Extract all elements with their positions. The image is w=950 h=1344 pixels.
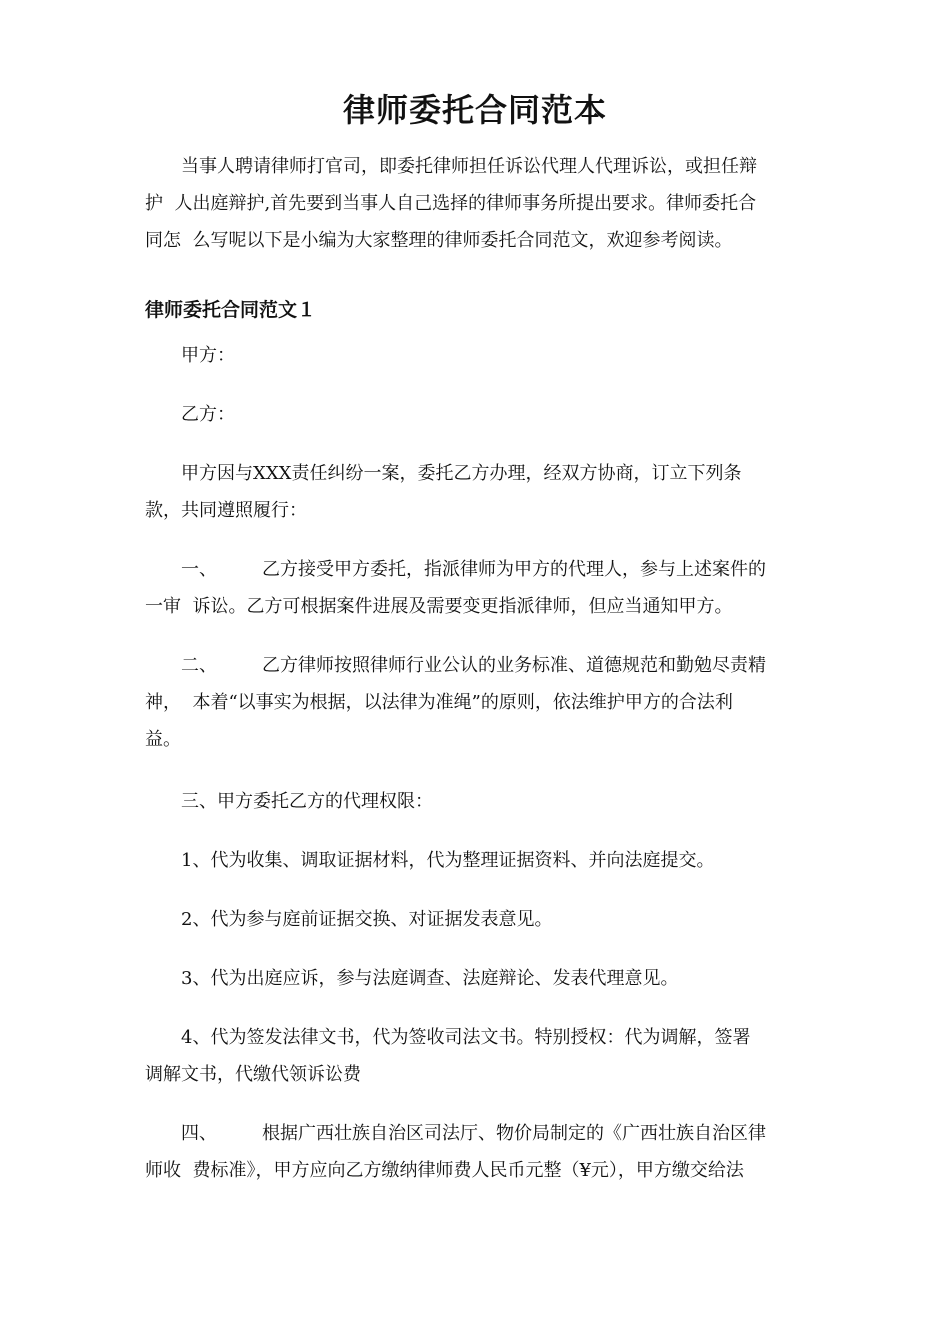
intro-line: 同怎 么写呢以下是小编为大家整理的律师委托合同范文，欢迎参考阅读。	[145, 230, 733, 251]
party-a-label: 甲方：	[145, 345, 235, 366]
clause-line: 一审 诉讼。乙方可根据案件进展及需要变更指派律师，但应当通知甲方。	[145, 596, 733, 617]
clause-line: 一、 乙方接受甲方委托，指派律师为甲方的代理人，参与上述案件的	[145, 559, 766, 580]
preamble-paragraph	[145, 455, 807, 529]
preamble-line: 款，共同遵照履行：	[145, 500, 307, 521]
clause-line: 师收 费标准》，甲方应向乙方缴纳律师费人民币元整（¥元），甲方缴交给法	[145, 1160, 744, 1181]
clause-line: 益。	[145, 729, 181, 750]
party-b-line	[145, 396, 807, 433]
party-b-label: 乙方：	[145, 404, 235, 425]
authority-item-3	[145, 960, 807, 997]
authority-item-line: 调解文书，代缴代领诉讼费	[145, 1064, 361, 1085]
authority-item-text: 3、代为出庭应诉，参与法庭调查、法庭辩论、发表代理意见。	[145, 968, 679, 989]
document-title: 律师委托合同范本	[342, 91, 607, 129]
clause-1-paragraph	[145, 551, 807, 625]
clause-3-title	[145, 783, 807, 820]
intro-line: 护 人出庭辩护,首先要到当事人自己选择的律师事务所提出要求。律师委托合	[145, 193, 757, 214]
party-a-line	[145, 337, 807, 374]
authority-item-line: 4、代为签发法律文书，代为签收司法文书。特别授权：代为调解，签署	[145, 1027, 751, 1048]
section-heading: 律师委托合同范文１	[145, 299, 317, 321]
clause-3-title-text: 三、甲方委托乙方的代理权限：	[145, 791, 433, 812]
intro-paragraph	[145, 148, 807, 259]
clause-line: 四、 根据广西壮族自治区司法厅、物价局制定的《广西壮族自治区律	[145, 1123, 766, 1144]
authority-item-1	[145, 842, 807, 879]
authority-item-text: 2、代为参与庭前证据交换、对证据发表意见。	[145, 909, 553, 930]
intro-line: 当事人聘请律师打官司，即委托律师担任诉讼代理人代理诉讼，或担任辩	[145, 156, 757, 177]
clause-4-paragraph	[145, 1115, 807, 1189]
clause-2-paragraph	[145, 647, 807, 758]
clause-line: 神， 本着“以事实为根据，以法律为准绳”的原则，依法维护甲方的合法利	[145, 692, 733, 713]
preamble-line: 甲方因与XXX责任纠纷一案，委托乙方办理，经双方协商，订立下列条	[145, 463, 742, 484]
clause-line: 二、 乙方律师按照律师行业公认的业务标准、道德规范和勤勉尽责精	[145, 655, 766, 676]
authority-item-2	[145, 901, 807, 938]
authority-item-4	[145, 1019, 807, 1093]
authority-item-text: 1、代为收集、调取证据材料，代为整理证据资料、并向法庭提交。	[145, 850, 715, 871]
